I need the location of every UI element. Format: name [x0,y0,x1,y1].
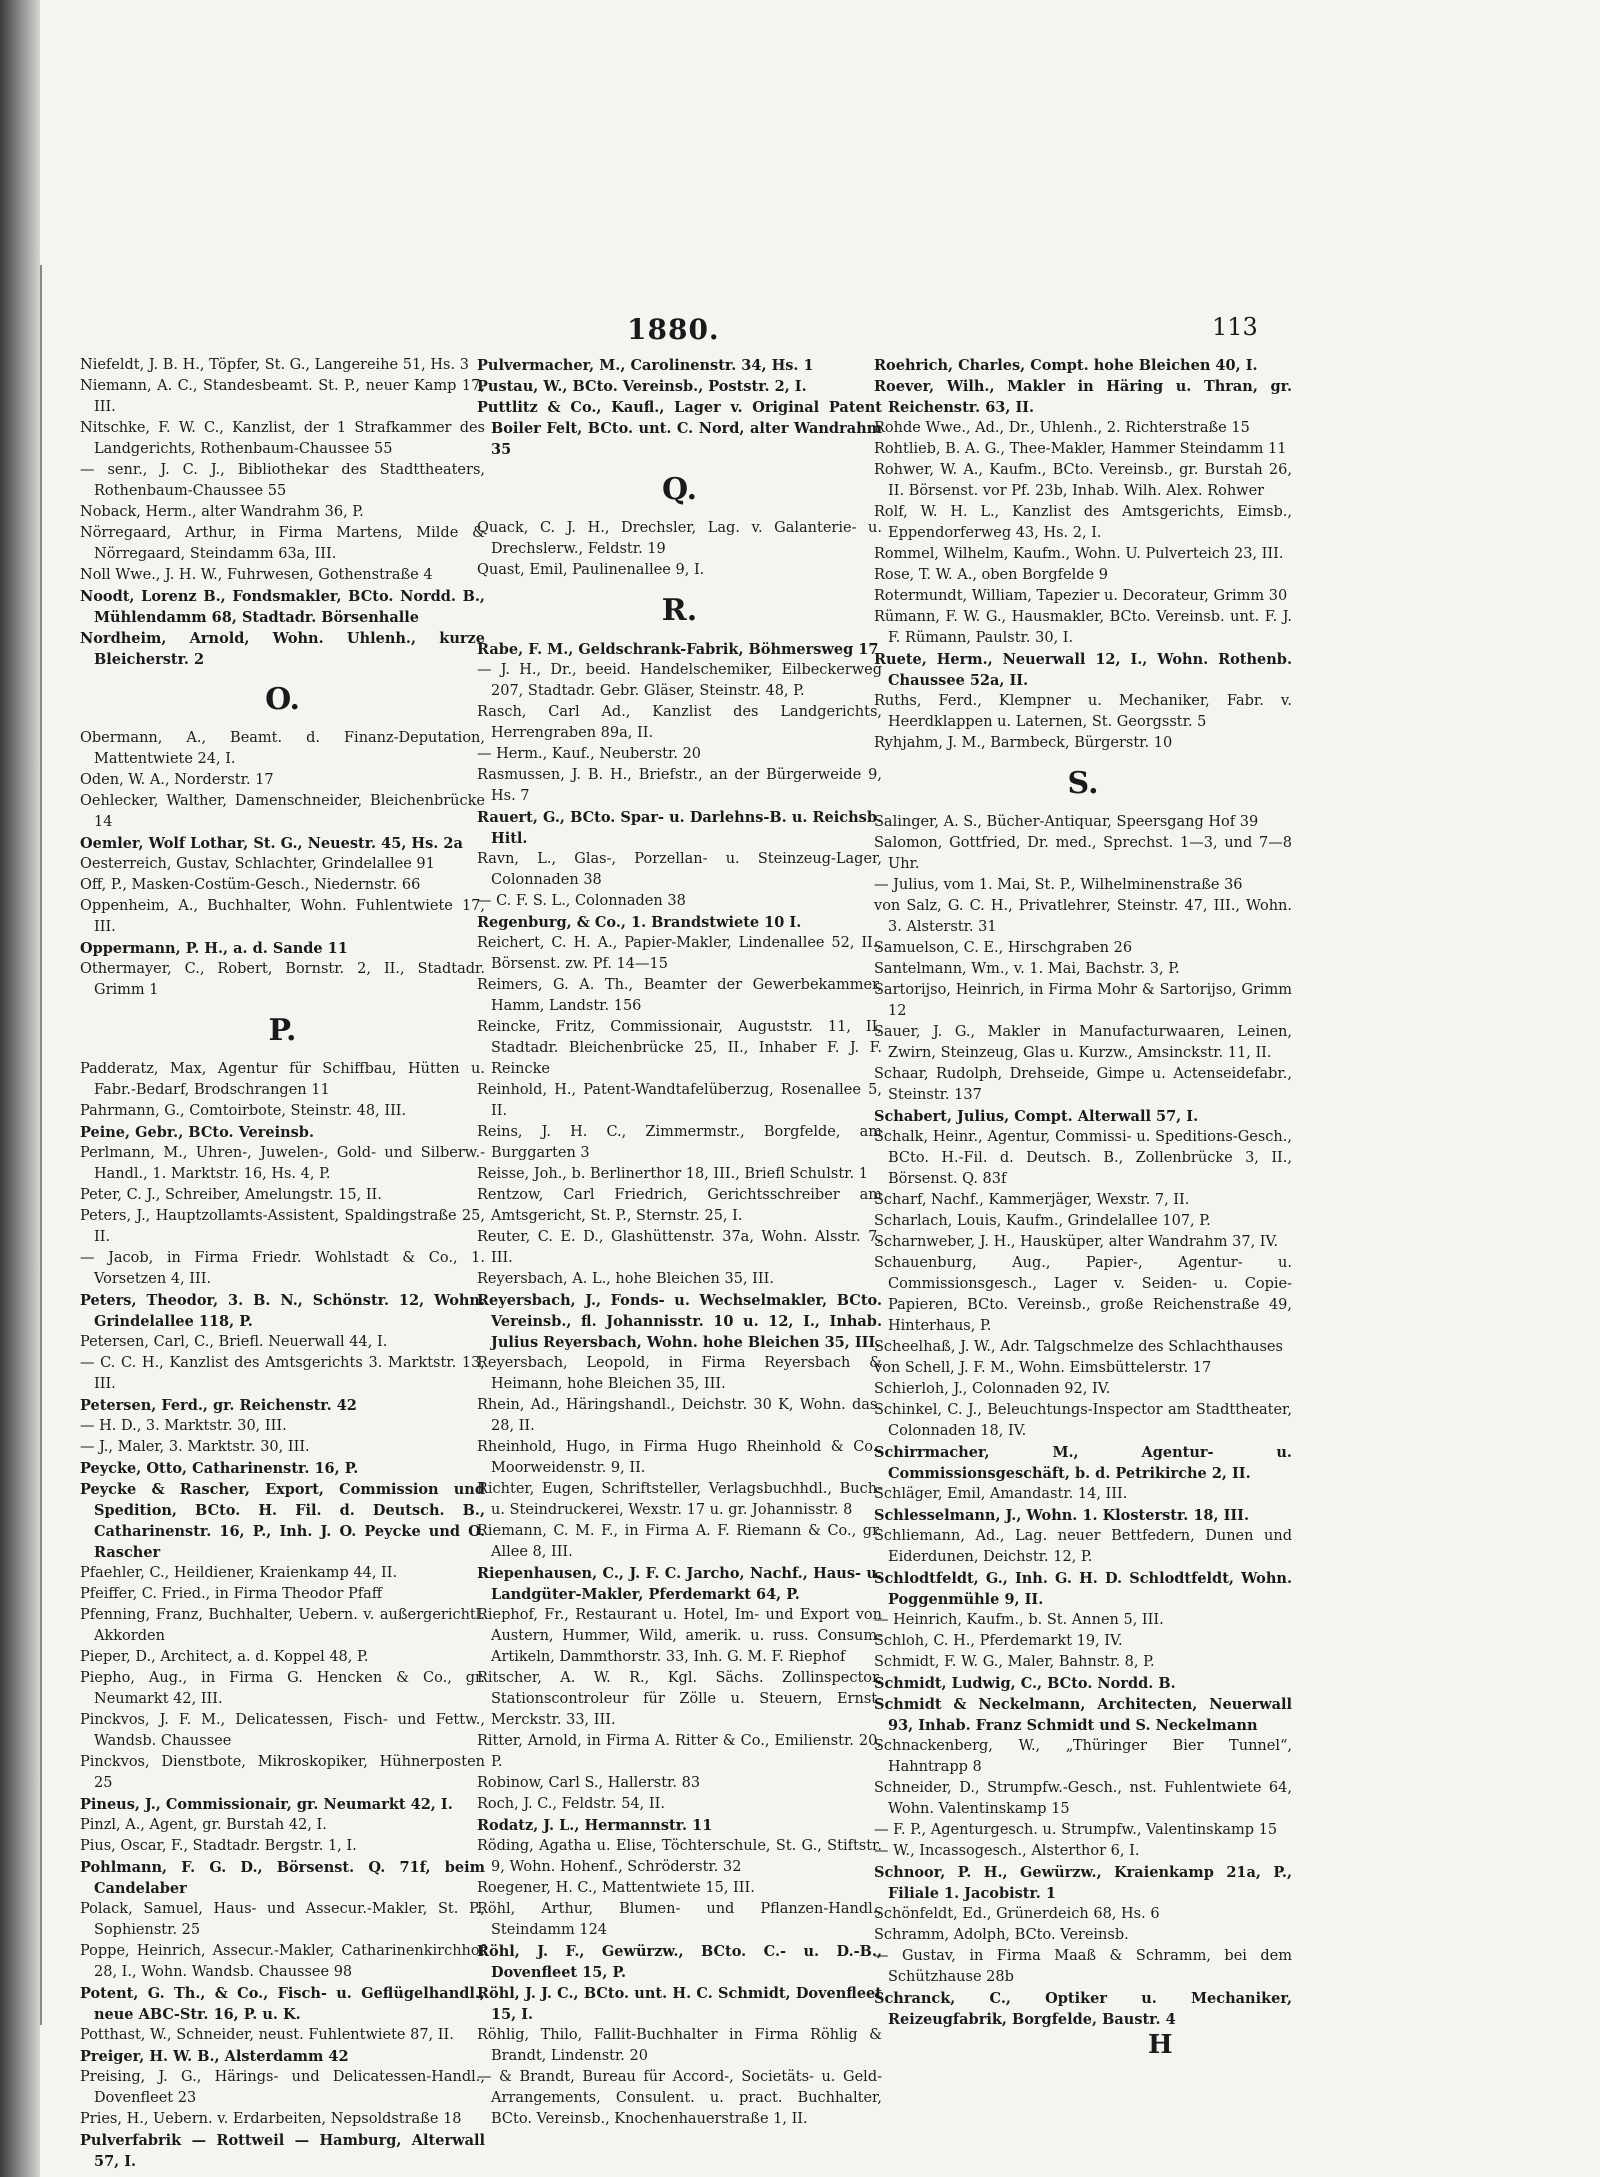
directory-entry: Schirrmacher, M., Agentur- u. Commissionsgeschäft, b. d. Petrikirche 2, II. [874,1444,1292,1482]
directory-entry: Roch, J. C., Feldstr. 54, II. [477,1796,665,1812]
directory-entry: — Herm., Kauf., Neuberstr. 20 [477,746,702,762]
directory-entry: Reyersbach, A. L., hohe Bleichen 35, III. [477,1271,774,1287]
directory-entry: Niemann, A. C., Standesbeamt. St. P., neuer Kamp 17, III. [80,378,485,415]
directory-entry: Peters, Theodor, 3. B. N., Schönstr. 12, Wohn. Grindelallee 118, P. [80,1292,485,1330]
directory-entry: von Salz, G. C. H., Privatlehrer, Steinstr. 47, III., Wohn. 3. Alsterstr. 31 [874,898,1292,935]
directory-entry: Reisse, Joh., b. Berlinerthor 18, III., Briefl Schulstr. 1 [477,1166,868,1182]
directory-entry: Ryhjahm, J. M., Barmbeck, Bürgerstr. 10 [874,735,1173,751]
directory-entry: Pustau, W., BCto. Vereinsb., Poststr. 2, I. [477,378,807,395]
directory-entry: — J. H., Dr., beeid. Handelschemiker, Eilbeckerweg 207, Stadtadr. Gebr. Gläser, Steinstr. 48, P. [477,662,882,699]
directory-entry: Reyersbach, J., Fonds- u. Wechselmakler, BCto. Vereinsb., fl. Johannisstr. 10 u. 12, I., Inhab. Julius Reyersbach, Wohn. hohe Bleichen 35, III. [477,1292,882,1351]
directory-entry: Pulverfabrik — Rottweil — Hamburg, Alterwall 57, I. [80,2132,485,2170]
directory-entry: Oehlecker, Walther, Damenschneider, Bleichenbrücke 14 [80,793,485,830]
directory-entry: Scharf, Nachf., Kammerjäger, Wexstr. 7, II. [874,1192,1190,1208]
directory-entry: Potthast, W., Schneider, neust. Fuhlentwiete 87, II. [80,2027,454,2043]
book-binding-edge [0,0,40,2177]
directory-entry: Ritter, Arnold, in Firma A. Ritter & Co., Emilienstr. 20, P. [477,1733,882,1770]
directory-entry: Oppenheim, A., Buchhalter, Wohn. Fuhlentwiete 17, III. [80,898,485,935]
directory-entry: — J., Maler, 3. Marktstr. 30, III. [80,1439,310,1455]
directory-entry: Salinger, A. S., Bücher-Antiquar, Speersgang Hof 39 [874,814,1259,830]
directory-entry: Samuelson, C. E., Hirschgraben 26 [874,940,1133,956]
directory-entry: Schneider, D., Strumpfw.-Gesch., nst. Fuhlentwiete 64, Wohn. Valentinskamp 15 [874,1780,1292,1817]
directory-entry: Salomon, Gottfried, Dr. med., Sprechst. 1—3, und 7—8 Uhr. [874,835,1292,872]
directory-entry: Reyersbach, Leopold, in Firma Reyersbach & Heimann, hohe Bleichen 35, III. [477,1355,882,1392]
directory-entry: Schinkel, C. J., Beleuchtungs-Inspector am Stadttheater, Colonnaden 18, IV. [874,1402,1292,1439]
directory-entry: Schalk, Heinr., Agentur, Commissi- u. Speditions-Gesch., BCto. H.-Fil. d. Deutsch. B., Zollenbrücke 3, II., Börsenst. Q. 83f [874,1129,1292,1187]
directory-entry: Rodatz, J. L., Hermannstr. 11 [477,1817,713,1834]
directory-entry: Puttlitz & Co., Kaufl., Lager v. Original Patent Boiler Felt, BCto. unt. C. Nord, alter Wandrahm 35 [477,399,882,458]
directory-entry: Reinhold, H., Patent-Wandtafelüberzug, Rosenallee 5, II. [477,1082,882,1119]
directory-entry: Reins, J. H. C., Zimmermstr., Borgfelde, am Burggarten 3 [477,1124,882,1161]
directory-entry: von Schell, J. F. M., Wohn. Eimsbüttelerstr. 17 [874,1360,1212,1376]
directory-entry: Riepenhausen, C., J. F. C. Jarcho, Nachf., Haus- u. Landgüter-Makler, Pferdemarkt 64, P. [477,1565,882,1603]
directory-entry: Piepho, Aug., in Firma G. Hencken & Co., gr. Neumarkt 42, III. [80,1670,485,1707]
directory-entry: Rohde Wwe., Ad., Dr., Uhlenh., 2. Richterstraße 15 [874,420,1250,436]
directory-entry: Reimers, G. A. Th., Beamter der Gewerbekammer, Hamm, Landstr. 156 [477,977,882,1014]
directory-entry: Noodt, Lorenz B., Fondsmakler, BCto. Nordd. B., Mühlendamm 68, Stadtadr. Börsenhalle [80,588,485,626]
directory-entry: Polack, Samuel, Haus- und Assecur.-Makler, St. P., Sophienstr. 25 [80,1901,485,1938]
directory-entry: Pineus, J., Commissionair, gr. Neumarkt 42, I. [80,1796,453,1813]
page-year: 1880. [627,313,720,346]
directory-entry: Sartorijso, Heinrich, in Firma Mohr & Sartorijso, Grimm 12 [874,982,1292,1019]
directory-entry: Reuter, C. E. D., Glashüttenstr. 37a, Wohn. Alsstr. 7, III. [477,1229,882,1266]
directory-entry: Röhl, J. J. C., BCto. unt. H. C. Schmidt, Dovenfleet 15, I. [477,1985,882,2023]
directory-entry: Quast, Emil, Paulinenallee 9, I. [477,562,705,578]
directory-entry: Rabe, F. M., Geldschrank-Fabrik, Böhmersweg 17 [477,641,879,658]
directory-entry: Pohlmann, F. G. D., Börsenst. Q. 71f, beim Candelaber [80,1859,485,1897]
directory-entry: — C. C. H., Kanzlist des Amtsgerichts 3. Marktstr. 13, III. [80,1355,485,1392]
directory-entry: Peter, C. J., Schreiber, Amelungstr. 15, II. [80,1187,382,1203]
directory-entry: Rose, T. W. A., oben Borgfelde 9 [874,567,1108,583]
directory-entry: Pfenning, Franz, Buchhalter, Uebern. v. außergerichtl. Akkorden [80,1607,485,1644]
directory-entry: Röhlig, Thilo, Fallit-Buchhalter in Firma Röhlig & Brandt, Lindenstr. 20 [477,2027,882,2064]
directory-entry: Reichert, C. H. A., Papier-Makler, Lindenallee 52, II., Börsenst. zw. Pf. 14—15 [477,935,882,972]
directory-entry: Schranck, C., Optiker u. Mechaniker, Reizeugfabrik, Borgfelde, Baustr. 4 [874,1990,1292,2028]
directory-entry: Rheinhold, Hugo, in Firma Hugo Rheinhold & Co., Moorweidenstr. 9, II. [477,1439,882,1476]
directory-entry: Rentzow, Carl Friedrich, Gerichtsschreiber am Amtsgericht, St. P., Sternstr. 25, I. [477,1187,882,1224]
directory-entry: Schnoor, P. H., Gewürzw., Kraienkamp 21a, P., Filiale 1. Jacobistr. 1 [874,1864,1292,1902]
directory-entry: Schmidt & Neckelmann, Architecten, Neuerwall 93, Inhab. Franz Schmidt und S. Neckelmann [874,1696,1292,1734]
directory-entry: Sauer, J. G., Makler in Manufacturwaaren, Leinen, Zwirn, Steinzeug, Glas u. Kurzw., Amsinckstr. 11, II. [874,1024,1292,1061]
directory-entry: — Heinrich, Kaufm., b. St. Annen 5, III. [874,1612,1164,1628]
directory-entry: Rotermundt, William, Tapezier u. Decorateur, Grimm 30 [874,588,1288,604]
directory-entry: Robinow, Carl S., Hallerstr. 83 [477,1775,701,1791]
directory-entry: Peycke & Rascher, Export, Commission und Spedition, BCto. H. Fil. d. Deutsch. B., Catharinenstr. 16, P., Inh. J. O. Peycke und O. Rascher [80,1481,485,1561]
directory-entry: Reincke, Fritz, Commissionair, Auguststr. 11, II, Stadtadr. Bleichenbrücke 25, II., Inhaber F. J. F. Reincke [477,1019,882,1077]
directory-entry: Othermayer, C., Robert, Bornstr. 2, II., Stadtadr. Grimm 1 [80,961,485,998]
directory-entry: Potent, G. Th., & Co., Fisch- u. Geflügelhandl., neue ABC-Str. 16, P. u. K. [80,1985,485,2023]
section-letter: S. [1067,766,1099,801]
directory-entry: Röding, Agatha u. Elise, Töchterschule, St. G., Stiftstr. 9, Wohn. Hohenf., Schröderstr. 32 [477,1838,882,1875]
directory-entry: — W., Incassogesch., Alsterthor 6, I. [874,1843,1140,1859]
directory-entry: Rasmussen, J. B. H., Briefstr., an der Bürgerweide 9, Hs. 7 [477,767,882,804]
directory-entry: Nitschke, F. W. C., Kanzlist, der 1 Strafkammer des Landgerichts, Rothenbaum-Chaussee 55 [80,420,485,457]
directory-entry: Riemann, C. M. F., in Firma A. F. Riemann & Co., gr. Allee 8, III. [477,1523,882,1560]
directory-entry: Scharlach, Louis, Kaufm., Grindelallee 107, P. [874,1213,1211,1229]
directory-entry: Ruete, Herm., Neuerwall 12, I., Wohn. Rothenb. Chaussee 52a, II. [874,651,1292,689]
directory-entry: Santelmann, Wm., v. 1. Mai, Bachstr. 3, P. [874,961,1180,977]
directory-entry: Rasch, Carl Ad., Kanzlist des Landgerichts, Herrengraben 89a, II. [477,704,882,741]
directory-entry: — Julius, vom 1. Mai, St. P., Wilhelminenstraße 36 [874,877,1243,893]
directory-entry: Roever, Wilh., Makler in Häring u. Thran, gr. Reichenstr. 63, II. [874,378,1292,416]
directory-entry: Poppe, Heinrich, Assecur.-Makler, Catharinenkirchhof 28, I., Wohn. Wandsb. Chaussee 98 [80,1943,485,1980]
section-letter: R. [661,593,698,628]
directory-entry: Ruths, Ferd., Klempner u. Mechaniker, Fabr. v. Heerdklappen u. Laternen, St. Georgsstr. 5 [874,693,1292,730]
directory-entry: Rhein, Ad., Häringshandl., Deichstr. 30 K, Wohn. das. 28, II. [477,1397,882,1434]
directory-entry: Pinckvos, J. F. M., Delicatessen, Fisch- und Fettw., Wandsb. Chaussee [80,1712,485,1749]
directory-entry: Obermann, A., Beamt. d. Finanz-Deputation, Mattentwiete 24, I. [80,730,485,767]
directory-entry: Pinckvos, Dienstbote, Mikroskopiker, Hühnerposten 25 [80,1754,485,1791]
directory-entry: Pinzl, A., Agent, gr. Burstah 42, I. [80,1817,327,1833]
directory-entry: Schliemann, Ad., Lag. neuer Bettfedern, Dunen und Eiderdunen, Deichstr. 12, P. [874,1528,1292,1565]
directory-entry: Petersen, Ferd., gr. Reichenstr. 42 [80,1397,357,1414]
directory-entry: Nordheim, Arnold, Wohn. Uhlenh., kurze Bleicherstr. 2 [80,630,485,668]
directory-entry: Riephof, Fr., Restaurant u. Hotel, Im- und Export von Austern, Hummer, Wild, amerik. u. russ. Consum-Artikeln, Dammthorstr. 33, Inh. G. M. F. Riephof [477,1607,882,1665]
directory-entry: Oden, W. A., Norderstr. 17 [80,772,274,788]
directory-entry: Pieper, D., Architect, a. d. Koppel 48, P. [80,1649,369,1665]
column-left [80,355,485,2172]
directory-entry: Scheelhaß, J. W., Adr. Talgschmelze des Schlachthauses [874,1339,1283,1355]
directory-entry: Pius, Oscar, F., Stadtadr. Bergstr. 1, I. [80,1838,357,1854]
directory-entry: Schmidt, F. W. G., Maler, Bahnstr. 8, P. [874,1654,1155,1670]
directory-entry: Preising, J. G., Härings- und Delicatessen-Handl., Dovenfleet 23 [80,2069,485,2106]
directory-entry: Peters, J., Hauptzollamts-Assistent, Spaldingstraße 25, II. [80,1208,485,1245]
directory-entry: — Jacob, in Firma Friedr. Wohlstadt & Co., 1. Vorsetzen 4, III. [80,1250,485,1287]
page-header [42,265,1342,346]
directory-entry: Schauenburg, Aug., Papier-, Agentur- u. Commissionsgesch., Lager v. Seiden- u. Copie-Papieren, BCto. Vereinsb., große Reichenstraße 49, Hinterhaus, P. [874,1255,1292,1334]
directory-entry: Regenburg, & Co., 1. Brandstwiete 10 I. [477,914,802,931]
directory-entry: — H. D., 3. Marktstr. 30, III. [80,1418,287,1434]
directory-entry: Perlmann, M., Uhren-, Juwelen-, Gold- und Silberw.-Handl., 1. Marktstr. 16, Hs. 4, P. [80,1145,485,1182]
directory-entry: Pries, H., Uebern. v. Erdarbeiten, Nepsoldstraße 18 [80,2111,462,2127]
directory-entry: Off, P., Masken-Costüm-Gesch., Niedernstr. 66 [80,877,421,893]
directory-entry: — C. F. S. L., Colonnaden 38 [477,893,686,909]
directory-entry: Roegener, H. C., Mattentwiete 15, III. [477,1880,755,1896]
directory-entry: Rommel, Wilhelm, Kaufm., Wohn. U. Pulverteich 23, III. [874,546,1284,562]
directory-entry: Schläger, Emil, Amandastr. 14, III. [874,1486,1128,1502]
directory-page [40,265,1342,2170]
directory-entry: Oemler, Wolf Lothar, St. G., Neuestr. 45, Hs. 2a [80,835,463,852]
directory-entry: Padderatz, Max, Agentur für Schiffbau, Hütten u. Fabr.-Bedarf, Brodschrangen 11 [80,1061,485,1098]
directory-entry: Nörregaard, Arthur, in Firma Martens, Milde & Nörregaard, Steindamm 63a, III. [80,525,485,562]
directory-entry: Schloh, C. H., Pferdemarkt 19, IV. [874,1633,1123,1649]
directory-entry: Rohtlieb, B. A. G., Thee-Makler, Hammer Steindamm 11 [874,441,1287,457]
directory-entry: — & Brandt, Bureau für Accord-, Societäts- u. Geld-Arrangements, Consulent. u. pract. Buchhalter, BCto. Vereinsb., Knochenhauerstraße 1, II. [477,2069,882,2127]
directory-entry: Röhl, Arthur, Blumen- und Pflanzen-Handl., Steindamm 124 [477,1901,882,1938]
directory-entry: Petersen, Carl, C., Briefl. Neuerwall 44, I. [80,1334,388,1350]
directory-entry: Quack, C. J. H., Drechsler, Lag. v. Galanterie- u. Drechslerw., Feldstr. 19 [477,520,882,557]
directory-entry: Rauert, G., BCto. Spar- u. Darlehns-B. u. Reichsb. Hitl. [477,809,882,847]
column-middle [477,355,882,2130]
section-letter: P. [268,1013,297,1048]
directory-entry: Roehrich, Charles, Compt. hohe Bleichen 40, I. [874,357,1258,374]
directory-entry: Scharnweber, J. H., Hausküper, alter Wandrahm 37, IV. [874,1234,1279,1250]
directory-entry: Niefeldt, J. B. H., Töpfer, St. G., Langereihe 51, Hs. 3 [80,357,469,373]
directory-entry: Peine, Gebr., BCto. Vereinsb. [80,1124,314,1141]
directory-entry: Ritscher, A. W. R., Kgl. Sächs. Zollinspector, Stationscontroleur für Zölle u. Steuern, Ernst-Merckstr. 33, III. [477,1670,882,1728]
directory-entry: Ravn, L., Glas-, Porzellan- u. Steinzeug-Lager, Colonnaden 38 [477,851,882,888]
directory-entry: — senr., J. C. J., Bibliothekar des Stadttheaters, Rothenbaum-Chaussee 55 [80,462,485,499]
directory-entry: Pfeiffer, C. Fried., in Firma Theodor Pfaff [80,1586,383,1602]
directory-entry: Schlodtfeldt, G., Inh. G. H. D. Schlodtfeldt, Wohn. Poggenmühle 9, II. [874,1570,1292,1608]
directory-entry: Schnackenberg, W., „Thüringer Bier Tunnel“, Hahntrapp 8 [874,1738,1292,1775]
directory-entry: Schierloh, J., Colonnaden 92, IV. [874,1381,1111,1397]
directory-entry: Röhl, J. F., Gewürzw., BCto. C.- u. D.-B., Dovenfleet 15, P. [477,1943,882,1981]
directory-entry: Schönfeldt, Ed., Grünerdeich 68, Hs. 6 [874,1906,1160,1922]
directory-entry: Pfaehler, C., Heildiener, Kraienkamp 44, II. [80,1565,398,1581]
directory-entry: Peycke, Otto, Catharinenstr. 16, P. [80,1460,359,1477]
directory-entry: Schabert, Julius, Compt. Alterwall 57, I. [874,1108,1199,1125]
directory-entry: Richter, Eugen, Schriftsteller, Verlagsbuchhdl., Buch- u. Steindruckerei, Wexstr. 17 u. gr. Johannisstr. 8 [477,1481,882,1518]
section-letter: Q. [661,472,698,507]
directory-entry: Oesterreich, Gustav, Schlachter, Grindelallee 91 [80,856,435,872]
directory-entry: Schmidt, Ludwig, C., BCto. Nordd. B. [874,1675,1176,1692]
directory-entry: Rolf, W. H. L., Kanzlist des Amtsgerichts, Eimsb., Eppendorferweg 43, Hs. 2, I. [874,504,1292,541]
directory-entry: Noback, Herm., alter Wandrahm 36, P. [80,504,364,520]
directory-entry: Rümann, F. W. G., Hausmakler, BCto. Vereinsb. unt. F. J. F. Rümann, Paulstr. 30, I. [874,609,1292,646]
section-letter: O. [265,682,300,717]
column-right [874,355,1292,2030]
page-number: 113 [1212,313,1258,341]
directory-entry: Schaar, Rudolph, Drehseide, Gimpe u. Actenseidefabr., Steinstr. 137 [874,1066,1292,1103]
directory-entry: Noll Wwe., J. H. W., Fuhrwesen, Gothenstraße 4 [80,567,433,583]
directory-entry: — F. P., Agenturgesch. u. Strumpfw., Valentinskamp 15 [874,1822,1278,1838]
directory-entry: Pulvermacher, M., Carolinenstr. 34, Hs. 1 [477,357,814,374]
directory-entry: — Gustav, in Firma Maaß & Schramm, bei dem Schützhause 28b [874,1948,1292,1985]
directory-entry: Rohwer, W. A., Kaufm., BCto. Vereinsb., gr. Burstah 26, II. Börsenst. vor Pf. 23b, Inhab. Wilh. Alex. Rohwer [874,462,1292,499]
signature-mark: H [1148,2030,1173,2060]
directory-entry: Oppermann, P. H., a. d. Sande 11 [80,940,348,957]
directory-entry: Schlesselmann, J., Wohn. 1. Klosterstr. 18, III. [874,1507,1250,1524]
directory-entry: Pahrmann, G., Comtoirbote, Steinstr. 48, III. [80,1103,407,1119]
directory-entry: Schramm, Adolph, BCto. Vereinsb. [874,1927,1129,1943]
directory-entry: Preiger, H. W. B., Alsterdamm 42 [80,2048,349,2065]
